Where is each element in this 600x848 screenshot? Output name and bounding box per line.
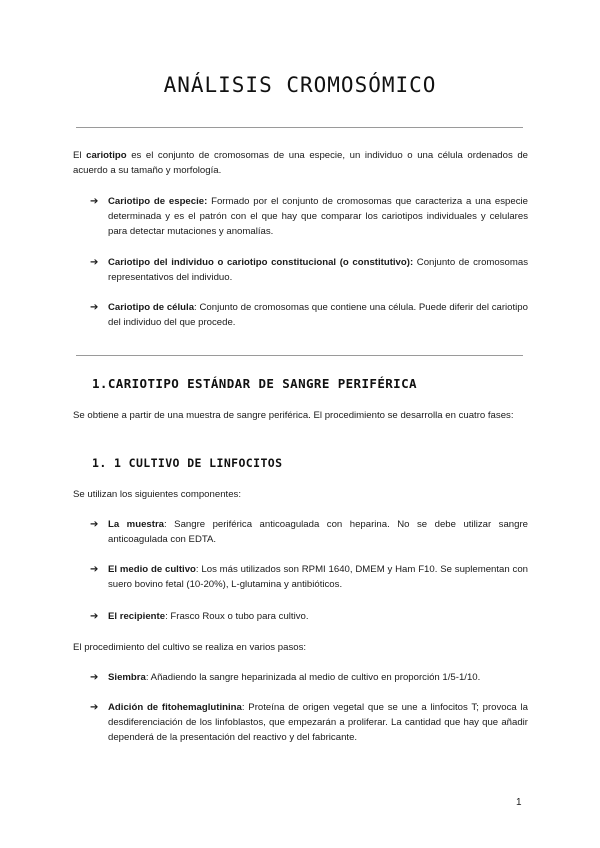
list-item: ➔ Siembra: Añadiendo la sangre heparinizada al medio de cultivo en proporción 1/5-1/10.: [90, 672, 481, 683]
arrow-right-icon: ➔: [90, 196, 99, 207]
intro-paragraph: El cariotipo es el conjunto de cromosomas de una especie, un individuo o una célula ordenados de acuerdo a su tamaño y morfología.: [73, 150, 528, 176]
list-item: ➔ Cariotipo de especie: Formado por el conjunto de cromosomas que caracteriza a una especie determinada y es el patrón con el que hay que comparar los cariotipos individuales y celulares para detectar mutaciones y anomalías.: [90, 196, 528, 237]
steps-intro: El procedimiento del cultivo se realiza en varios pasos:: [73, 642, 307, 653]
section-paragraph: Se obtiene a partir de una muestra de sangre periférica. El procedimiento se desarrolla en cuatro fases:: [73, 410, 514, 421]
intro-term: cariotipo: [86, 150, 127, 161]
divider: [76, 127, 523, 128]
arrow-right-icon: ➔: [90, 672, 99, 683]
arrow-right-icon: ➔: [90, 257, 99, 268]
arrow-right-icon: ➔: [90, 302, 99, 313]
arrow-right-icon: ➔: [90, 519, 99, 530]
arrow-right-icon: ➔: [90, 611, 99, 622]
list-item: ➔ El recipiente: Frasco Roux o tubo para cultivo.: [90, 611, 309, 622]
list-item: ➔ La muestra: Sangre periférica anticoagulada con heparina. No se debe utilizar sangre anticoagulada con EDTA.: [90, 519, 528, 545]
list-item: ➔ Cariotipo del individuo o cariotipo constitucional (o constitutivo): Conjunto de cromosomas representativos del individuo.: [90, 257, 529, 283]
subsection-heading: 1. 1 CULTIVO DE LINFOCITOS: [92, 456, 283, 470]
divider: [76, 355, 523, 356]
arrow-right-icon: ➔: [90, 564, 99, 575]
list-item: ➔ El medio de cultivo: Los más utilizados son RPMI 1640, DMEM y Ham F10. Se suplementan con suero bovino fetal (10-20%), L-glutamina y antibióticos.: [90, 564, 528, 590]
page-number: 1: [516, 797, 522, 808]
list-item: ➔ Cariotipo de célula: Conjunto de cromosomas que contiene una célula. Puede diferir del cariotipo del individuo del que procede.: [90, 302, 528, 328]
components-intro: Se utilizan los siguientes componentes:: [73, 489, 241, 500]
section-heading: 1.CARIOTIPO ESTÁNDAR DE SANGRE PERIFÉRICA: [92, 376, 417, 391]
arrow-right-icon: ➔: [90, 702, 99, 713]
list-item: ➔ Adición de fitohemaglutinina: Proteína de origen vegetal que se une a linfocitos T; provoca la desdiferenciación de los linfoblastos, que empezarán a proliferar. La cantidad que hay que añadir dependerá de la presentación del reactivo y del fabricante.: [90, 702, 528, 743]
page-title: ANÁLISIS CROMOSÓMICO: [163, 73, 437, 97]
